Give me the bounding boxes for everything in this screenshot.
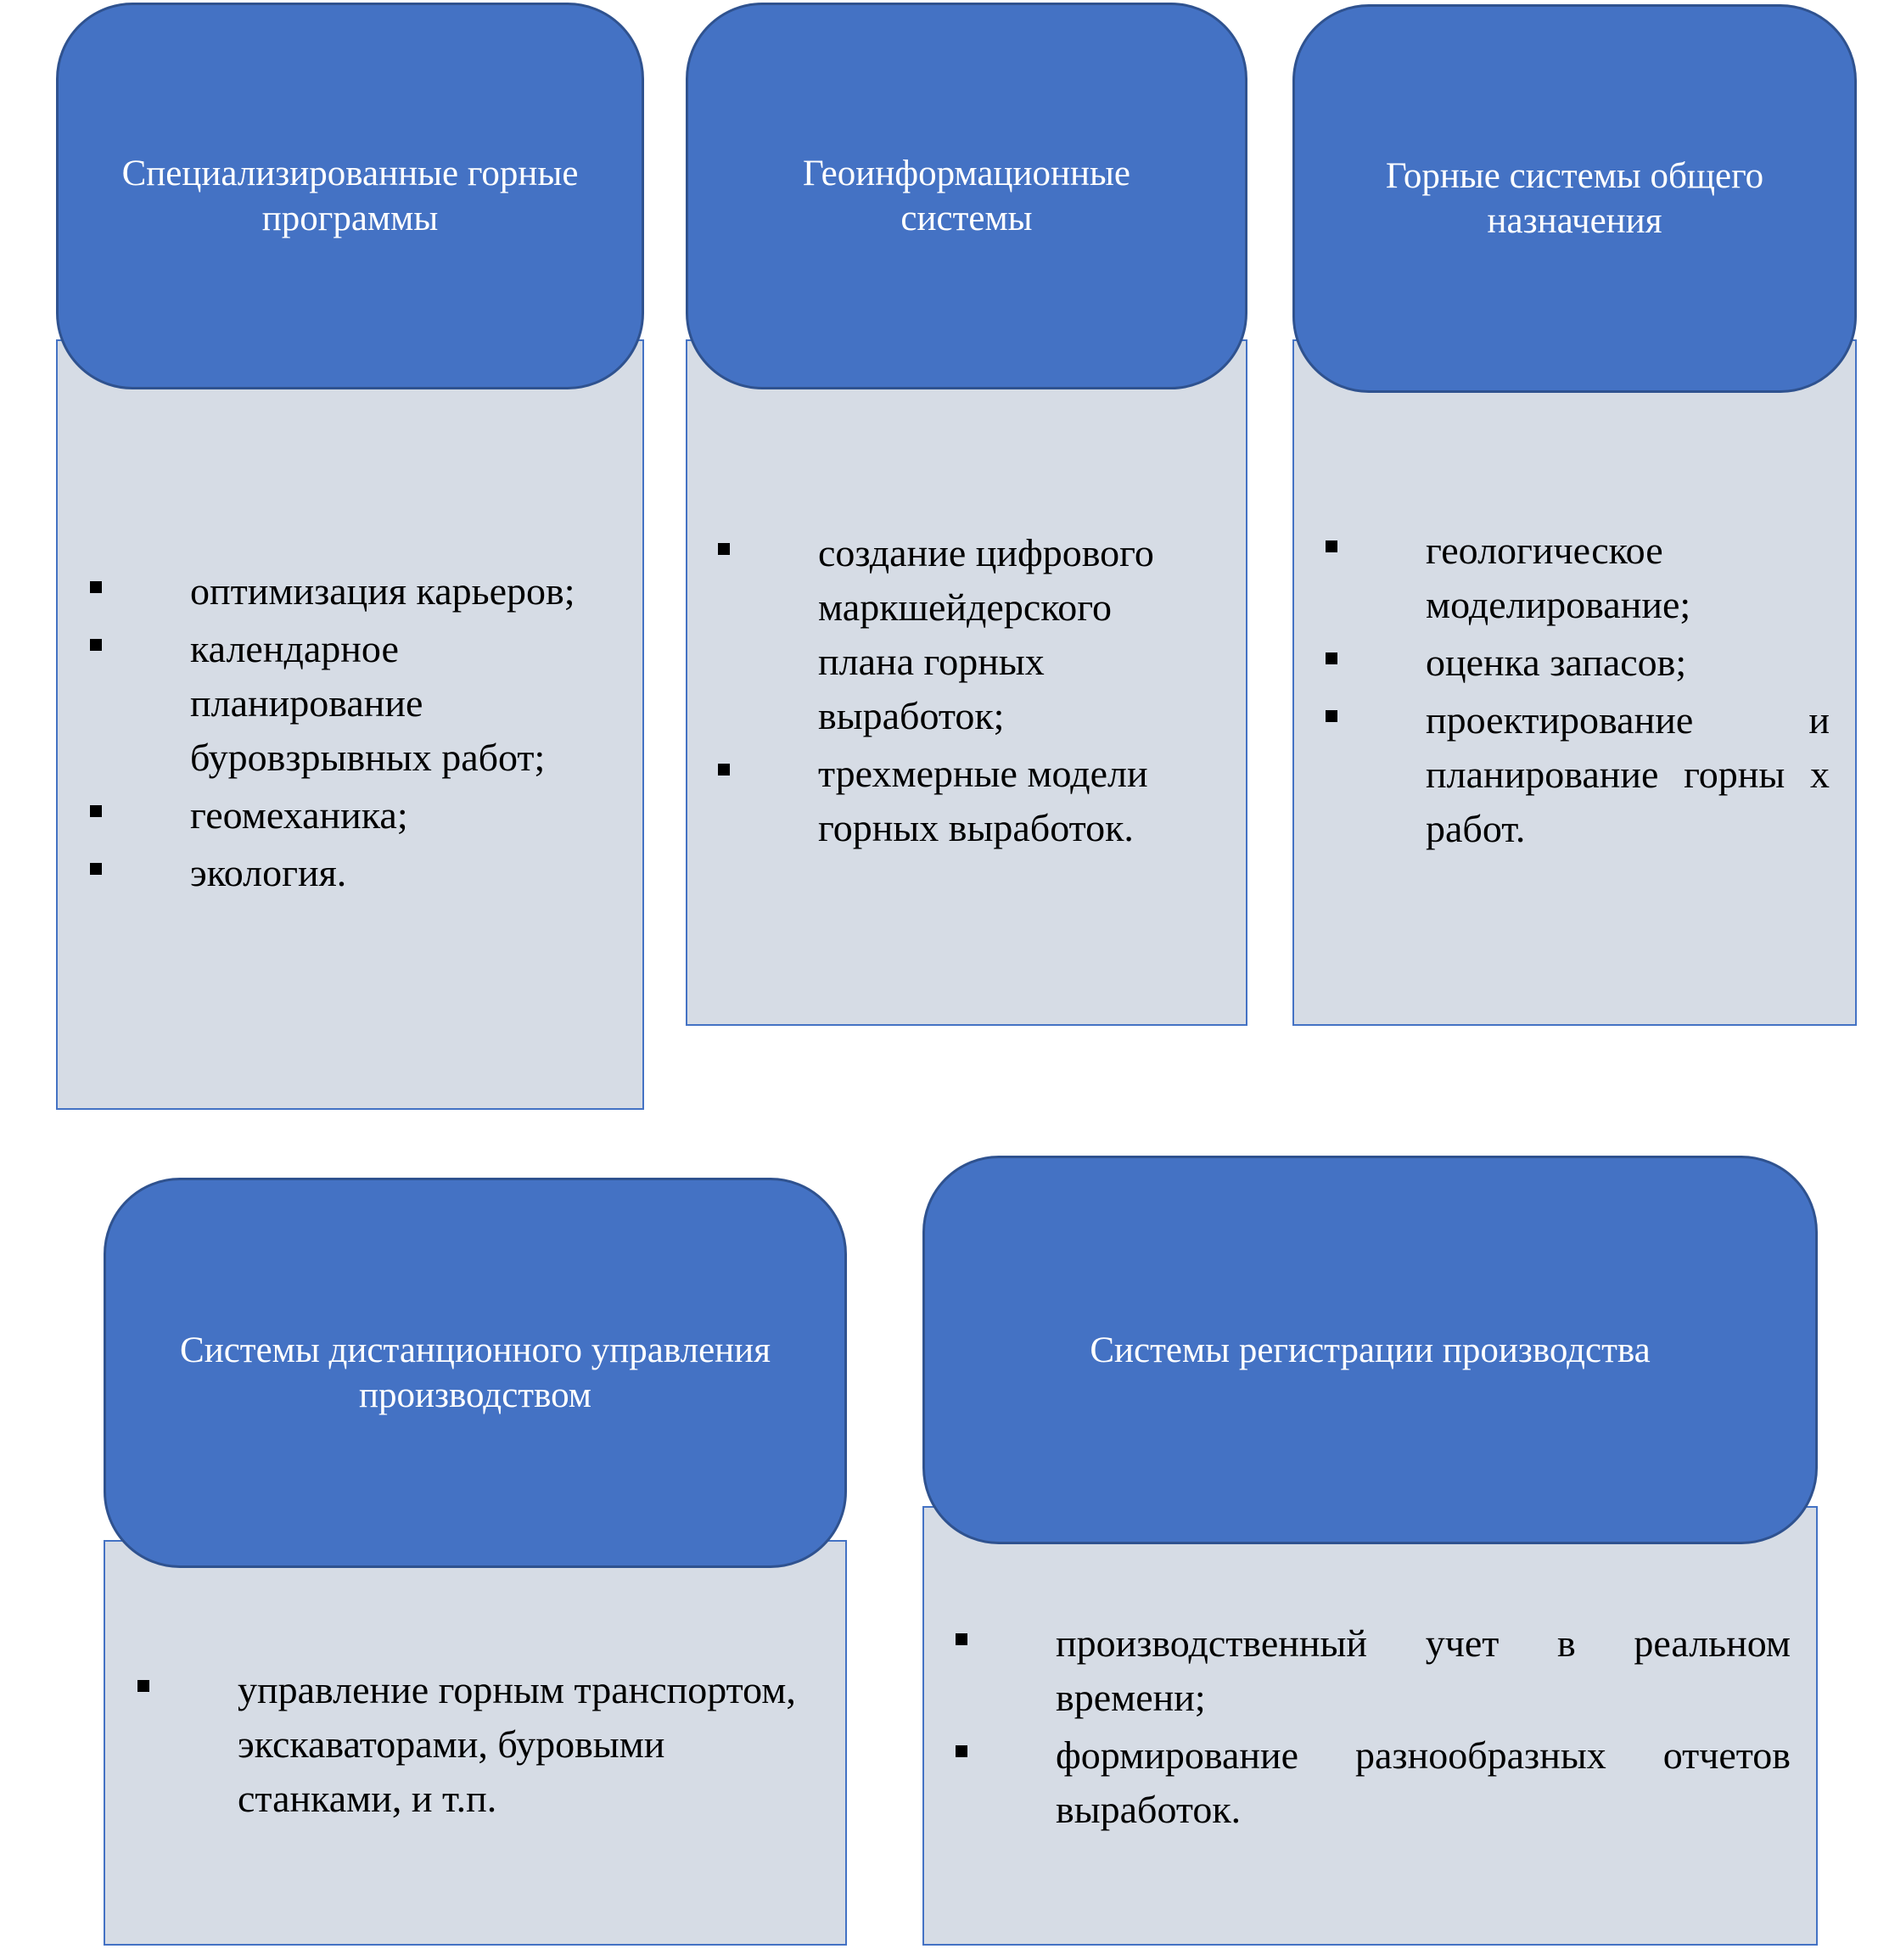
card-title: Специализированные горные программы: [121, 154, 579, 238]
square-bullet-icon: [90, 581, 102, 593]
card-title: Горные системы общего назначения: [1385, 156, 1764, 241]
list-item: календарное планирование буровзрывных работ;: [85, 622, 628, 785]
list-item: экология.: [85, 846, 628, 900]
square-bullet-icon: [1326, 710, 1337, 722]
list-item: трехмерные модели горных выработок.: [713, 747, 1222, 855]
square-bullet-icon: [90, 863, 102, 875]
list-item: проектирование и планирование горны х работ.: [1320, 693, 1830, 856]
square-bullet-icon: [90, 639, 102, 651]
list-item: создание цифрового маркшейдерского плана горных выработок;: [713, 526, 1222, 743]
square-bullet-icon: [1326, 652, 1337, 664]
list-item: производственный учет в реальном времени;: [950, 1616, 1791, 1725]
card-header: [922, 1156, 1818, 1544]
item-list: [1320, 524, 1830, 860]
list-item: оптимизация карьеров;: [85, 564, 628, 619]
list-item: оценка запасов;: [1320, 636, 1830, 690]
card-header: [686, 3, 1247, 389]
card-title: Системы регистрации производства: [1090, 1330, 1651, 1370]
square-bullet-icon: [956, 1745, 967, 1757]
card-header: [56, 3, 644, 389]
square-bullet-icon: [1326, 540, 1337, 552]
square-bullet-icon: [956, 1633, 967, 1645]
square-bullet-icon: [90, 805, 102, 817]
card-header: [1292, 4, 1857, 393]
square-bullet-icon: [137, 1680, 149, 1692]
item-list: [713, 526, 1222, 859]
square-bullet-icon: [718, 764, 730, 776]
list-item: геологическое моделирование;: [1320, 524, 1830, 632]
list-item: управление горным транспортом, экскаваторами, буровыми станками, и т.п.: [132, 1663, 828, 1826]
card-header: [104, 1178, 847, 1568]
item-list: [950, 1616, 1791, 1840]
list-item: формирование разнообразных отчетов выработок.: [950, 1728, 1791, 1837]
card-title: Системы дистанционного управления производством: [180, 1330, 771, 1415]
card-title: Геоинформационные системы: [803, 154, 1130, 238]
square-bullet-icon: [718, 543, 730, 555]
list-item: геомеханика;: [85, 788, 628, 843]
item-list: [85, 564, 628, 904]
item-list: [132, 1663, 828, 1829]
